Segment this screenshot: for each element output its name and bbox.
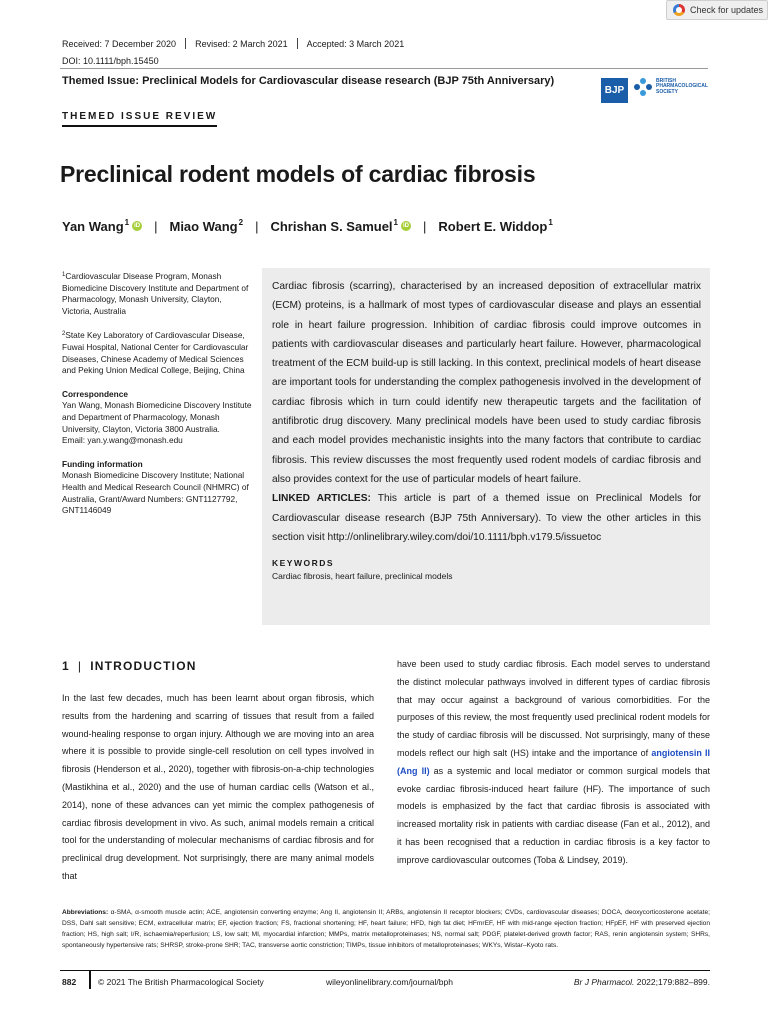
funding-heading: Funding information [62, 458, 143, 469]
funding-text: Monash Biomedicine Discovery Institute; National Health and Medical Research Council (NHMRC) of Australia, Grant/Award Numbers: GNT1127792, GNT1146049 [62, 470, 249, 516]
orcid-icon[interactable]: iD [134, 223, 141, 229]
check-for-updates-label: Check for updates [690, 5, 764, 15]
journal-url[interactable]: wileyonlinelibrary.com/journal/bph [326, 977, 453, 987]
body-column-left [62, 690, 374, 886]
article-dates [62, 38, 404, 49]
doi[interactable]: DOI: 10.1111/bph.15450 [62, 56, 159, 66]
bjp-logo: BJP [601, 78, 628, 103]
received-date: Received: 7 December 2020 [62, 38, 177, 49]
abstract-box [262, 268, 710, 625]
author-list [62, 218, 553, 234]
themed-issue-title: Themed Issue: Preclinical Models for Cardiovascular disease research (BJP 75th Anniversary) [62, 75, 555, 87]
correspondence-heading: Correspondence [62, 388, 128, 399]
copyright: © 2021 The British Pharmacological Society [98, 977, 264, 987]
page-number: 882 [62, 977, 77, 987]
article-title: Preclinical rodent models of cardiac fibrosis [60, 161, 536, 187]
orcid-icon[interactable]: iD [403, 223, 409, 229]
affiliation: $^1$Cardiovascular Disease Program, Monash Biomedicine Discovery Institute and Department of Pharmacology, Monash University, Clayton, Victoria, Australia [62, 271, 249, 316]
footer-divider [89, 971, 91, 989]
angiotensin-link[interactable]: angiotensin II (Ang II) [397, 747, 710, 776]
citation: Br J Pharmacol. 2022;179:882–899. [573, 977, 710, 987]
paragraph: have been used to study cardiac fibrosis. Each model serves to understand the distinct molecular pathways involved in different types of cardiac fibrosis that may occur against a background of various comorbidities. For the purposes of this review, the most frequently used preclinical rodent models for the study of cardiac fibrosis will be discussed. Not surprisingly, many of these models reflect our high salt (HS) intake and the importance of angiotensin II (Ang II) as a systemic and local mediator or common surgical models that evoke cardiac fibrosis-induced heart failure (HF). The importance of such models is emphasized by the fact that cardiac fibrosis is associated with increased mortality risk in patients with cardiac disease (Fan et al., 2012), and it has been recognised that a reduction in cardiac fibrosis is a key factor to improve cardiovascular outcomes (Toba & Lindsey, 2019). [397, 659, 711, 865]
keywords: Cardiac fibrosis, heart failure, preclinical models [272, 571, 453, 582]
bps-logo-icon [634, 78, 652, 96]
body-column-right [397, 656, 710, 870]
correspondence-email[interactable]: Email: yan.y.wang@monash.edu [62, 435, 183, 446]
bps-logo-text: BRITISH PHARMACOLOGICAL SOCIETY [656, 77, 708, 95]
separator: | [423, 218, 427, 234]
separator: | [154, 218, 158, 234]
author[interactable]: Yan Wang$^1$ [62, 218, 130, 234]
article-type-label: THEMED ISSUE REVIEW [62, 111, 217, 127]
divider [297, 38, 298, 49]
linked-articles: LINKED ARTICLES: This article is part of a themed issue on Preclinical Models for Cardiovascular disease research (BJP 75th Anniversary). To view the other articles in this section visit http://onlinelibrary.wiley.com/doi/10.1111/bph.v179.5/issuetoc [272, 493, 701, 543]
section-heading: 1 | INTRODUCTION [62, 659, 197, 673]
header-rule [60, 68, 708, 69]
paragraph: In the last few decades, much has been learnt about organ fibrosis, which results from the hardening and scarring of tissues that result from a failed wound-healing response to organ injury. Although we are moving into an area where it is possible to provide single-cell resolution on cell types involved in fibrosis (Henderson et al., 2020), together with fibrosis-on-a-chip technologies (Mastikhina et al., 2020) and the use of human cardiac cells (Watson et al., 2014), none of these advances can yet mimic the complex pathogenesis of cardiac fibrosis development in vivo. As such, animal models remain a critical tool for the understanding of molecular mechanisms of cardiac fibrosis and for preclinical drug development. Not surprisingly, there are many animal models that [62, 693, 374, 881]
separator: | [255, 218, 259, 234]
article-info-column [62, 270, 252, 529]
accepted-date: Accepted: 3 March 2021 [306, 38, 405, 49]
correspondence-text: Yan Wang, Monash Biomedicine Discovery Institute and Department of Pharmacology, Monash University, Clayton, Victoria 3800 Australia. [62, 400, 252, 434]
author[interactable]: Robert E. Widdop$^1$ [438, 218, 553, 234]
bps-logo [634, 78, 708, 96]
revised-date: Revised: 2 March 2021 [195, 38, 288, 49]
keywords-heading: KEYWORDS [272, 558, 335, 569]
crossmark-icon [673, 4, 685, 16]
abbreviations: Abbreviations: α-SMA, α-smooth muscle actin; ACE, angiotensin converting enzyme; Ang II, angiotensin II; ARBs, angiotensin II receptor blockers; CVDs, cardiovascular diseases; DOCA, deoxycorticosterone acetate; DSS, Dahl salt sensitive; ECM, extracellular matrix; EF, ejection fraction; FS, fractional shortening; HF, heart failure; HFD, high fat diet; HFmrEF, HF with mid-range ejection fraction; HFpEF, HF with preserved ejection fraction; HS, high salt; I/R, ischaemia/reperfusion; LS, low salt; MI, myocardial infarction; MMPs, matrix metalloproteinases; NS, normal salt; PDGF, platelet-derived growth factor; RAS, renin angiotensin system; SHRs, spontaneously hypertensive rats; SHRSP, stroke-prone SHR; TAC, transverse aortic constriction; TIMPs, tissue inhibitors of metalloproteinases; WKYs, Wistar–Kyoto rats. [62, 909, 710, 949]
abstract-text: Cardiac fibrosis (scarring), characterised by an increased deposition of extracellular matrix (ECM) proteins, is a hallmark of most types of cardiovascular disease and plays an essential role in heart failure progression. Inhibition of cardiac fibrosis could improve outcomes in patients with cardiovascular diseases and particularly heart failure. However, pharmacological treatment of the ECM build-up is still lacking. In this context, preclinical models of heart disease are important tools for understanding the complex pathogenesis involved in the development of cardiac fibrosis which in turn could identify new therapeutic targets and the facilitation of antifibrotic drug discovery. Many preclinical models have been used to study cardiac fibrosis and each model provides mechanistic insights into the many factors that contribute to cardiac fibrosis. This review discusses the most frequently used rodent models of cardiac fibrosis and also provides context for the use of particular models of heart failure. [272, 281, 701, 485]
check-for-updates-button[interactable] [666, 0, 768, 20]
author[interactable]: Chrishan S. Samuel$^1$ [270, 218, 398, 234]
author[interactable]: Miao Wang$^2$ [169, 218, 244, 234]
footer-rule [60, 970, 710, 971]
divider [185, 38, 186, 49]
affiliation: $^2$State Key Laboratory of Cardiovascular Disease, Fuwai Hospital, National Center for Cardiovascular Diseases, Chinese Academy of Medical Sciences and Peking Union Medical College, Beijing, China [62, 330, 249, 376]
